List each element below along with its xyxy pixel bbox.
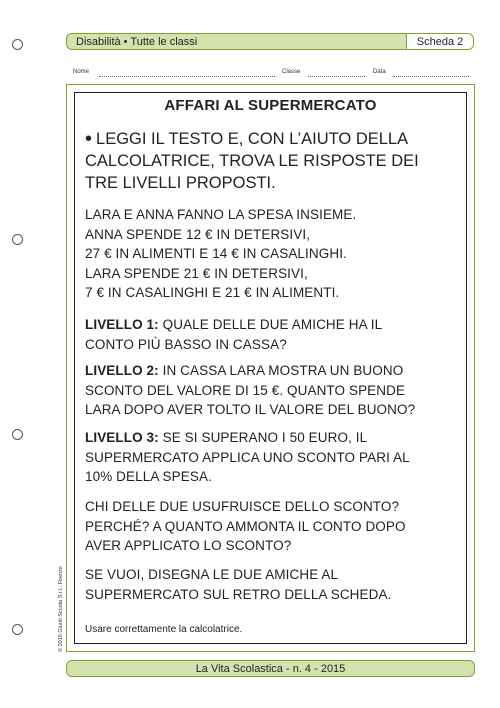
- binder-hole-1: [12, 39, 23, 50]
- copyright-notice: © 2015 Giunti Scuola S.r.l., Firenze: [58, 566, 64, 652]
- level-3-label: LIVELLO 3:: [85, 430, 159, 445]
- binder-hole-3: [12, 429, 23, 440]
- level-3-question: LIVELLO 3: SE SI SUPERANO I 50 EURO, IL SUPERMERCATO APPLICA UNO SCONTO PARI AL 10% DELLA SPESA.: [85, 430, 410, 484]
- footer-label: La Vita Scolastica - n. 4 - 2015: [195, 662, 346, 675]
- level-1-label: LIVELLO 1:: [85, 317, 159, 332]
- instruction: • LEGGI IL TESTO E, CON L’AIUTO DELLA CALCOLATRICE, TROVA LE RISPOSTE DEI TRE LIVELLI PROPOSTI.: [85, 128, 419, 192]
- sheet-label: Scheda 2: [406, 34, 473, 49]
- story-text: LARA E ANNA FANNO LA SPESA INSIEME. ANNA SPENDE 12 € IN DETERSIVI, 27 € IN ALIMENTI E 14 € IN CASALINGHI. LARA SPENDE 21 € IN DETERSIVI, 7 € IN CASALINGHI E 21 € IN ALIMENTI.: [85, 207, 357, 300]
- calculator-note: Usare correttamente la calcolatrice.: [85, 624, 243, 635]
- name-label: Nome: [73, 69, 90, 75]
- drawing-prompt: SE VUOI, DISEGNA LE DUE AMICHE AL SUPERMERCATO SUL RETRO DELLA SCHEDA.: [85, 567, 392, 602]
- category-label: Disabilità • Tutte le classi: [76, 35, 198, 48]
- level-1-question: LIVELLO 1: QUALE DELLE DUE AMICHE HA IL CONTO PIÙ BASSO IN CASSA?: [85, 317, 383, 352]
- student-fields: [73, 69, 471, 79]
- class-line[interactable]: [308, 69, 365, 77]
- date-line[interactable]: [393, 69, 469, 77]
- class-label: Classe: [282, 69, 301, 75]
- header-bar: [66, 33, 474, 50]
- follow-up-question: CHI DELLE DUE USUFRUISCE DELLO SCONTO? PERCHÉ? A QUANTO AMMONTA IL CONTO DOPO AVER APPLICATO LO SCONTO?: [85, 499, 406, 553]
- level-2-question: LIVELLO 2: IN CASSA LARA MOSTRA UN BUONO SCONTO DEL VALORE DI 15 €. QUANTO SPENDE LARA DOPO AVER TOLTO IL VALORE DEL BUONO?: [85, 363, 416, 417]
- level-2-label: LIVELLO 2:: [85, 363, 159, 378]
- date-label: Data: [373, 69, 386, 75]
- binder-hole-4: [12, 624, 23, 635]
- exercise-box: [74, 92, 467, 644]
- exercise-title: AFFARI AL SUPERMERCATO: [164, 97, 377, 114]
- footer-bar: [66, 660, 475, 677]
- name-line[interactable]: [99, 69, 275, 77]
- binder-hole-2: [12, 234, 23, 245]
- bullet-icon: •: [85, 128, 93, 150]
